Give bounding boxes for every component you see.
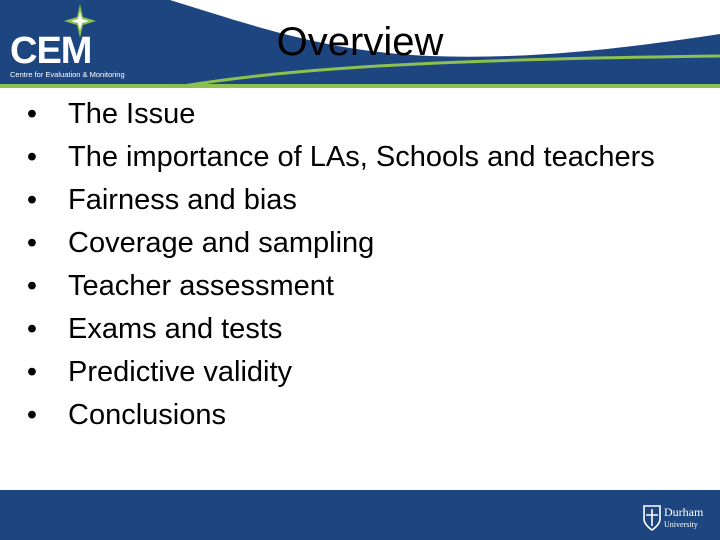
list-item bbox=[22, 136, 682, 179]
logo-text: CEM bbox=[10, 30, 92, 72]
bullet-text: Conclusions bbox=[68, 399, 226, 431]
durham-university-logo bbox=[643, 504, 715, 534]
page-title: Overview bbox=[276, 20, 444, 64]
bullet-text: Predictive validity bbox=[68, 356, 293, 388]
bullet-text: Exams and tests bbox=[68, 313, 283, 345]
cem-logo bbox=[8, 4, 168, 82]
bullet-text: The Issue bbox=[68, 98, 196, 130]
bullet-text: The importance of LAs, Schools and teachers bbox=[68, 141, 655, 173]
list-item bbox=[22, 265, 682, 308]
slide-header bbox=[0, 0, 720, 88]
bullet-text: Coverage and sampling bbox=[68, 227, 375, 259]
bullet-icon: • bbox=[26, 184, 38, 216]
list-item bbox=[22, 179, 682, 222]
shield-icon bbox=[643, 505, 661, 531]
bullet-icon: • bbox=[26, 313, 38, 345]
bullet-icon: • bbox=[26, 399, 38, 431]
bullet-icon: • bbox=[26, 270, 38, 302]
bullet-text: Teacher assessment bbox=[68, 270, 334, 302]
list-item bbox=[22, 394, 682, 437]
bullet-icon: • bbox=[26, 141, 38, 173]
bullet-icon: • bbox=[26, 98, 38, 130]
list-item bbox=[22, 222, 682, 265]
bullet-text: Fairness and bias bbox=[68, 184, 297, 216]
bullet-list bbox=[22, 93, 682, 437]
list-item bbox=[22, 351, 682, 394]
list-item bbox=[22, 308, 682, 351]
university-sub: University bbox=[664, 520, 698, 529]
bullet-icon: • bbox=[26, 356, 38, 388]
bullet-icon: • bbox=[26, 227, 38, 259]
logo-subtitle: Centre for Evaluation & Monitoring bbox=[10, 70, 125, 79]
university-name: Durham bbox=[664, 505, 704, 519]
slide-content bbox=[22, 93, 682, 437]
slide-footer bbox=[0, 490, 720, 540]
list-item bbox=[22, 93, 682, 136]
